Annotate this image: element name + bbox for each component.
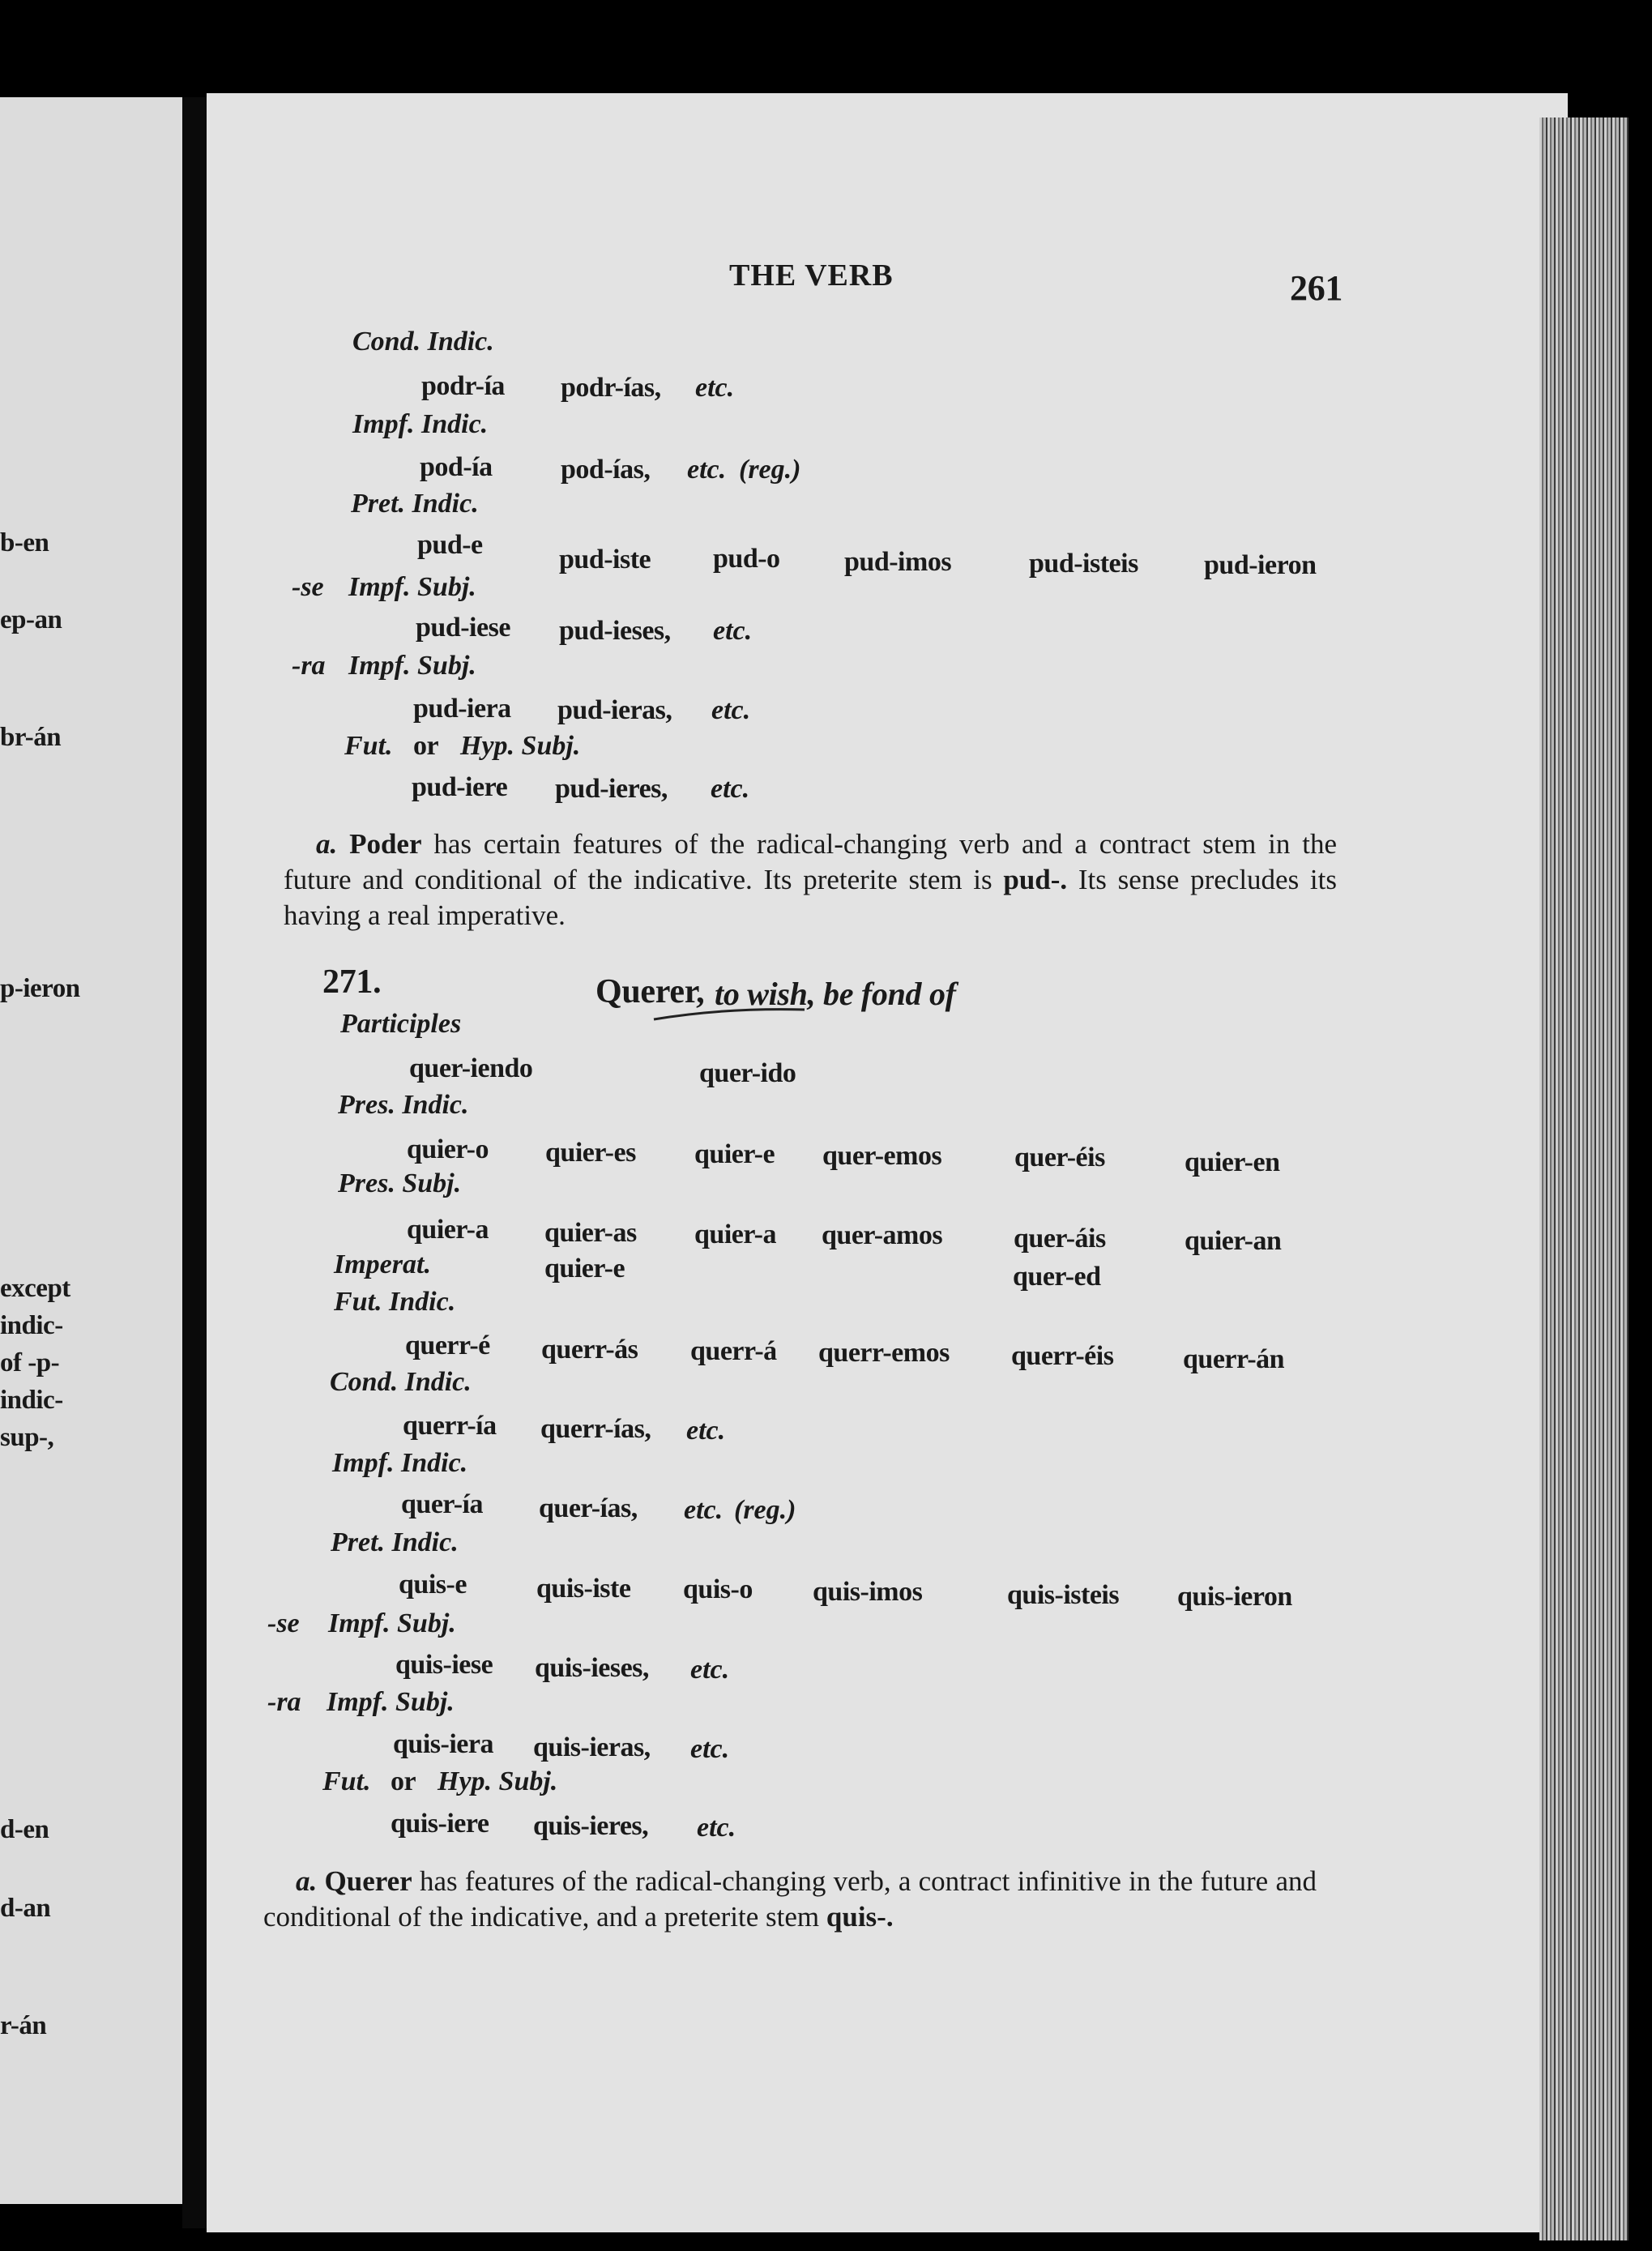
- verb-form: pud-iera: [413, 694, 511, 724]
- verb-form: querr-ía: [403, 1411, 497, 1441]
- note-text: Its sense precludes its having a real imperative.: [284, 864, 1337, 931]
- verb-form: pud-e: [417, 530, 483, 560]
- verb-form: quis-iere: [391, 1809, 489, 1839]
- verb-form: quer-amos: [822, 1220, 943, 1250]
- section-number: 271.: [322, 963, 382, 1001]
- verb-form: pud-isteis: [1029, 549, 1138, 579]
- etc-label: etc.: [695, 373, 735, 403]
- verb-form: pod-ía: [420, 452, 493, 482]
- left-fragment: p-ieron: [0, 974, 80, 1003]
- page-number: 261: [1290, 268, 1343, 308]
- mood-label: Impf. Subj.: [328, 1608, 456, 1638]
- reg-label: (reg.): [739, 455, 801, 485]
- left-fragment: indic-: [0, 1311, 63, 1340]
- verb-keyword: Poder: [349, 828, 422, 860]
- verb-form: querr-ías,: [540, 1414, 651, 1444]
- note-letter: a.: [316, 828, 338, 860]
- verb-form: quier-an: [1185, 1226, 1282, 1256]
- note-text: has certain features of the radical-changing verb and a contract stem in the future and conditional of the indicative. Its preterite stem is: [284, 828, 1337, 895]
- etc-label: etc.: [690, 1655, 730, 1685]
- subj-prefix: -se: [292, 572, 324, 602]
- etc-label: etc.: [684, 1495, 724, 1525]
- etc-label: etc.: [697, 1813, 736, 1843]
- reg-label: (reg.): [734, 1495, 796, 1525]
- note-letter: a.: [296, 1865, 318, 1897]
- verb-form: quis-ieras,: [533, 1732, 651, 1762]
- left-fragment: of -p-: [0, 1348, 60, 1378]
- or-word: or: [391, 1766, 416, 1796]
- verb-form: quier-as: [544, 1218, 637, 1248]
- mood-label: Imperat.: [334, 1249, 431, 1279]
- running-title: THE VERB: [729, 258, 894, 293]
- left-fragment: sup-,: [0, 1423, 54, 1452]
- verb-form: querr-éis: [1011, 1341, 1114, 1371]
- verb-form: quis-isteis: [1007, 1580, 1120, 1610]
- mood-label: Fut.: [344, 731, 393, 761]
- verb-form: querr-ás: [541, 1335, 638, 1365]
- stem-keyword: quis-.: [826, 1901, 894, 1933]
- verb-form: quis-iera: [393, 1729, 493, 1759]
- verb-form: querr-án: [1183, 1344, 1285, 1374]
- verb-form: pud-o: [713, 544, 780, 574]
- verb-form: pud-ieras,: [557, 695, 672, 725]
- verb-form: quis-iese: [395, 1650, 493, 1680]
- etc-label: etc.: [686, 1416, 726, 1446]
- mood-label: Hyp. Subj.: [460, 731, 581, 761]
- mood-label: Impf. Indic.: [332, 1448, 468, 1478]
- verb-form: quer-ed: [1013, 1262, 1101, 1292]
- verb-form: querr-é: [405, 1331, 490, 1360]
- poder-note: [284, 827, 1337, 933]
- verb-form: quer-iendo: [409, 1053, 533, 1083]
- verb-form: quier-o: [407, 1134, 489, 1164]
- verb-form: pud-ieres,: [555, 774, 668, 804]
- mood-label: Impf. Subj.: [327, 1687, 455, 1717]
- mood-label: Pres. Indic.: [338, 1090, 469, 1120]
- verb-form: pud-iere: [412, 772, 508, 802]
- verb-form: quier-a: [694, 1219, 777, 1249]
- verb-form: quis-ieron: [1177, 1582, 1292, 1612]
- verb-form: quier-es: [545, 1138, 636, 1168]
- note-text: has features of the radical-changing verb, a contract infinitive in the future and conditional of the indicative, and a preterite stem: [263, 1865, 1317, 1933]
- left-fragment: d-an: [0, 1894, 51, 1923]
- mood-label: Hyp. Subj.: [438, 1766, 558, 1796]
- subj-prefix: -se: [267, 1608, 300, 1638]
- mood-label: Pres. Subj.: [338, 1168, 462, 1198]
- verb-keyword: Querer: [324, 1865, 412, 1897]
- mood-label: Pret. Indic.: [351, 489, 479, 519]
- left-fragment: indic-: [0, 1386, 63, 1415]
- etc-label: etc.: [690, 1734, 730, 1764]
- querer-note: [263, 1864, 1317, 1935]
- verb-form: quier-e: [544, 1254, 625, 1284]
- section-gloss: to wish, be fond of: [715, 976, 956, 1012]
- mood-label: Fut.: [322, 1766, 371, 1796]
- mood-label: Fut. Indic.: [334, 1287, 456, 1317]
- verb-form: podr-ía: [421, 371, 505, 401]
- mood-label: Pret. Indic.: [331, 1527, 459, 1557]
- verb-form: quis-ieres,: [533, 1811, 649, 1841]
- left-page: [0, 97, 182, 2204]
- verb-form: podr-ías,: [561, 373, 661, 403]
- verb-form: querr-emos: [818, 1338, 950, 1368]
- mood-label: Impf. Indic.: [352, 409, 489, 439]
- etc-label: etc.: [713, 616, 753, 646]
- verb-form: quier-e: [694, 1139, 775, 1169]
- verb-form: quer-ía: [401, 1489, 484, 1519]
- page-edge-stack: [1539, 117, 1629, 2240]
- verb-form: quis-iste: [536, 1574, 631, 1604]
- verb-form: quer-ido: [699, 1058, 796, 1088]
- left-fragment: br-án: [0, 723, 62, 752]
- left-fragment: r-án: [0, 2011, 47, 2040]
- verb-form: quer-áis: [1014, 1224, 1106, 1254]
- left-fragment: b-en: [0, 528, 49, 557]
- section-title: Querer,: [595, 973, 705, 1010]
- verb-form: pud-iese: [416, 613, 510, 643]
- verb-form: quer-emos: [822, 1141, 942, 1171]
- verb-form: querr-á: [690, 1336, 777, 1366]
- verb-form: quer-éis: [1014, 1143, 1105, 1172]
- verb-form: pud-ieron: [1204, 550, 1317, 580]
- subj-prefix: -ra: [267, 1687, 301, 1717]
- mood-label: Impf. Subj.: [348, 572, 476, 602]
- pen-underline: [652, 1006, 806, 1023]
- verb-form: quer-ías,: [539, 1493, 638, 1523]
- verb-form: quier-en: [1185, 1147, 1280, 1177]
- stem-keyword: pud-.: [1003, 864, 1068, 895]
- mood-label: Participles: [340, 1009, 462, 1039]
- verb-form: quier-a: [407, 1215, 489, 1245]
- verb-form: quis-ieses,: [535, 1653, 649, 1683]
- or-word: or: [413, 731, 439, 761]
- verb-form: quis-e: [399, 1570, 467, 1600]
- etc-label: etc.: [711, 695, 751, 725]
- verb-form: pud-imos: [844, 547, 952, 577]
- etc-label: etc.: [711, 774, 750, 804]
- book-gutter: [182, 97, 207, 2228]
- left-fragment: d-en: [0, 1815, 49, 1844]
- verb-form: pud-ieses,: [559, 616, 671, 646]
- verb-form: pud-iste: [559, 545, 651, 574]
- mood-label: Cond. Indic.: [330, 1367, 472, 1397]
- verb-form: quis-o: [683, 1574, 753, 1604]
- subj-prefix: -ra: [292, 651, 326, 681]
- etc-label: etc.: [687, 455, 727, 485]
- left-fragment: ep-an: [0, 605, 62, 634]
- left-fragment: except: [0, 1274, 70, 1303]
- mood-label: Impf. Subj.: [348, 651, 476, 681]
- verb-form: quis-imos: [813, 1577, 923, 1607]
- mood-label: Cond. Indic.: [352, 327, 494, 357]
- verb-form: pod-ías,: [561, 455, 651, 485]
